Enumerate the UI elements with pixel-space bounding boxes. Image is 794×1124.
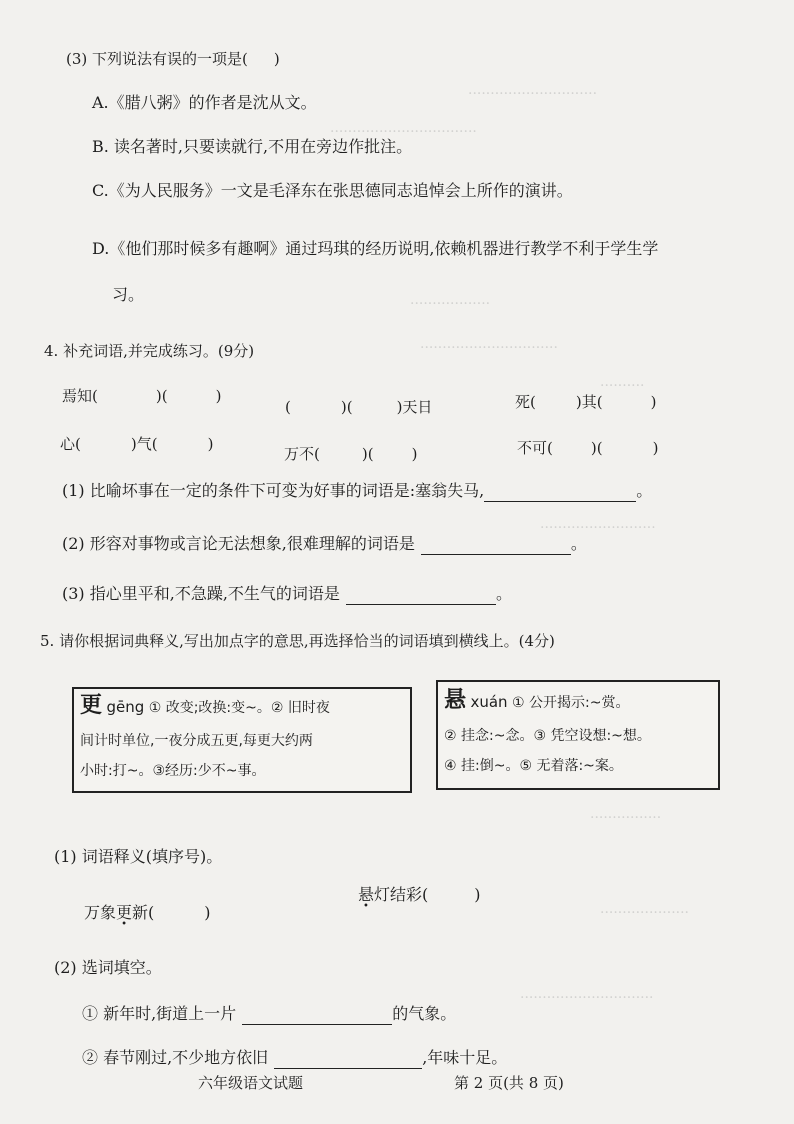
idiom-b1: ( )( )天日 xyxy=(285,398,433,416)
answer-blank[interactable] xyxy=(242,1008,392,1025)
q3-option-a: A.《腊八粥》的作者是沈从文。 xyxy=(92,93,317,112)
q3-option-c: C.《为人民服务》一文是毛泽东在张思德同志追悼会上所作的演讲。 xyxy=(92,181,573,200)
geng-def-line1: ① 改变;改换:变~。② 旧时夜 xyxy=(148,700,330,716)
q4-title: 4. 补充词语,并完成练习。(9分) xyxy=(44,342,255,360)
q5-word-2: 悬灯结彩( ) xyxy=(358,885,481,904)
q3-stem: (3) 下列说法有误的一项是( ) xyxy=(66,50,280,68)
q3-option-d-cont: 习。 xyxy=(112,285,145,304)
q4-sub3: (3) 指心里平和,不急躁,不生气的词语是 。 xyxy=(62,584,512,603)
q3-option-d: D.《他们那时候多有趣啊》通过玛琪的经历说明,依赖机器进行教学不利于学生学 xyxy=(92,239,659,258)
idiom-c1: 死( )其( ) xyxy=(515,393,657,411)
answer-blank[interactable] xyxy=(274,1052,422,1069)
q5-sub2: (2) 选词填空。 xyxy=(54,958,162,977)
page-number: 第 2 页(共 8 页) xyxy=(454,1074,564,1092)
geng-def-line3: 小时:打~。③经历:少不~事。 xyxy=(80,763,266,779)
pinyin-geng: gēng xyxy=(106,698,145,716)
dictionary-box-xuan xyxy=(436,680,720,790)
q5-fill-2: ② 春节刚过,不少地方依旧 ,年味十足。 xyxy=(82,1048,508,1067)
q4-sub1: (1) 比喻坏事在一定的条件下可变为好事的词语是:塞翁失马, 。 xyxy=(62,481,653,500)
dotted-char-geng: 更 xyxy=(116,903,133,922)
q5-title: 5. 请你根据词典释义,写出加点字的意思,再选择恰当的词语填到横线上。(4分) xyxy=(40,632,555,650)
idiom-a1: 焉知( )( ) xyxy=(62,387,222,405)
geng-def-line2: 间计时单位,一夜分成五更,每更大约两 xyxy=(80,733,313,749)
pinyin-xuan: xuán xyxy=(470,693,508,711)
headword-xuan: 悬 xyxy=(444,687,467,713)
xuan-def-line2: ② 挂念:~念。③ 凭空设想:~想。 xyxy=(444,728,651,744)
q5-sub1: (1) 词语释义(填序号)。 xyxy=(54,847,223,866)
answer-blank[interactable] xyxy=(484,485,636,502)
idiom-b2: 万不( )( ) xyxy=(284,445,418,463)
q4-sub2: (2) 形容对事物或言论无法想象,很难理解的词语是 。 xyxy=(62,534,587,553)
q5-fill-1: ① 新年时,街道上一片 的气象。 xyxy=(82,1004,457,1023)
q3-option-b: B. 读名著时,只要读就行,不用在旁边作批注。 xyxy=(92,137,413,156)
dictionary-box-geng xyxy=(72,687,412,793)
xuan-def-line3: ④ 挂:倒~。⑤ 无着落:~案。 xyxy=(444,758,623,774)
exam-page: ····························· ································· ·················· ······························· ·········· ·························· ················ ···················· ······························ (3) 下列说法有误的一项是( ) A.《腊八粥》的作者是沈从文。 B. 读名著时,只要读就行,不用在旁边作批注。 C.《为人民服务》一文是毛泽东在张思德同志追悼会上所作的演讲。 D.《他们那时候多有趣啊》通过玛琪的经历说明,依赖机器进行教学不利于学生学 习。 4. 补充词语,并完成练习。(9分) 焉知( )( ) ( )( )天日 死( )其( ) 心( )气( ) 万不( )( ) 不可( )( ) (1) 比喻坏事在一定的条件下可变为好事的词语是:塞翁失马, 。 (2) 形容对事物或言论无法想象,很难理解的词语是 。 (3) 指心里平和,不急躁,不生气的词语是 。 5. 请你根据词典释义,写出加点字的意思,再选择恰当的词语填到横线上。(4分) 更 gēng ① 改变;改换:变~。② 旧时夜 间计时单位,一夜分成五更,每更大约两 小时:打~。③经历:少不~事。 悬 xuán ① 公开揭示:~赏。 ② 挂念:~念。③ 凭空设想:~想。 ④ 挂:倒~。⑤ 无着落:~案。 (1) 词语释义(填序号)。 万象更新( ) 悬灯结彩( ) (2) 选词填空。 ① 新年时,街道上一片 的气象。 ② 春节刚过,不少地方依旧 ,年味十足。 六年级语文试题 第 2 页(共 8 页) xyxy=(0,0,794,1124)
headword-geng: 更 xyxy=(80,692,103,718)
footer-title: 六年级语文试题 xyxy=(198,1074,304,1092)
answer-blank[interactable] xyxy=(346,588,496,605)
idiom-a2: 心( )气( ) xyxy=(60,435,214,453)
q5-word-1: 万象更新( ) xyxy=(84,903,211,922)
idiom-c2: 不可( )( ) xyxy=(517,439,659,457)
answer-blank[interactable] xyxy=(421,538,571,555)
xuan-def-line1: ① 公开揭示:~赏。 xyxy=(512,695,630,711)
dotted-char-xuan: 悬 xyxy=(358,885,375,904)
